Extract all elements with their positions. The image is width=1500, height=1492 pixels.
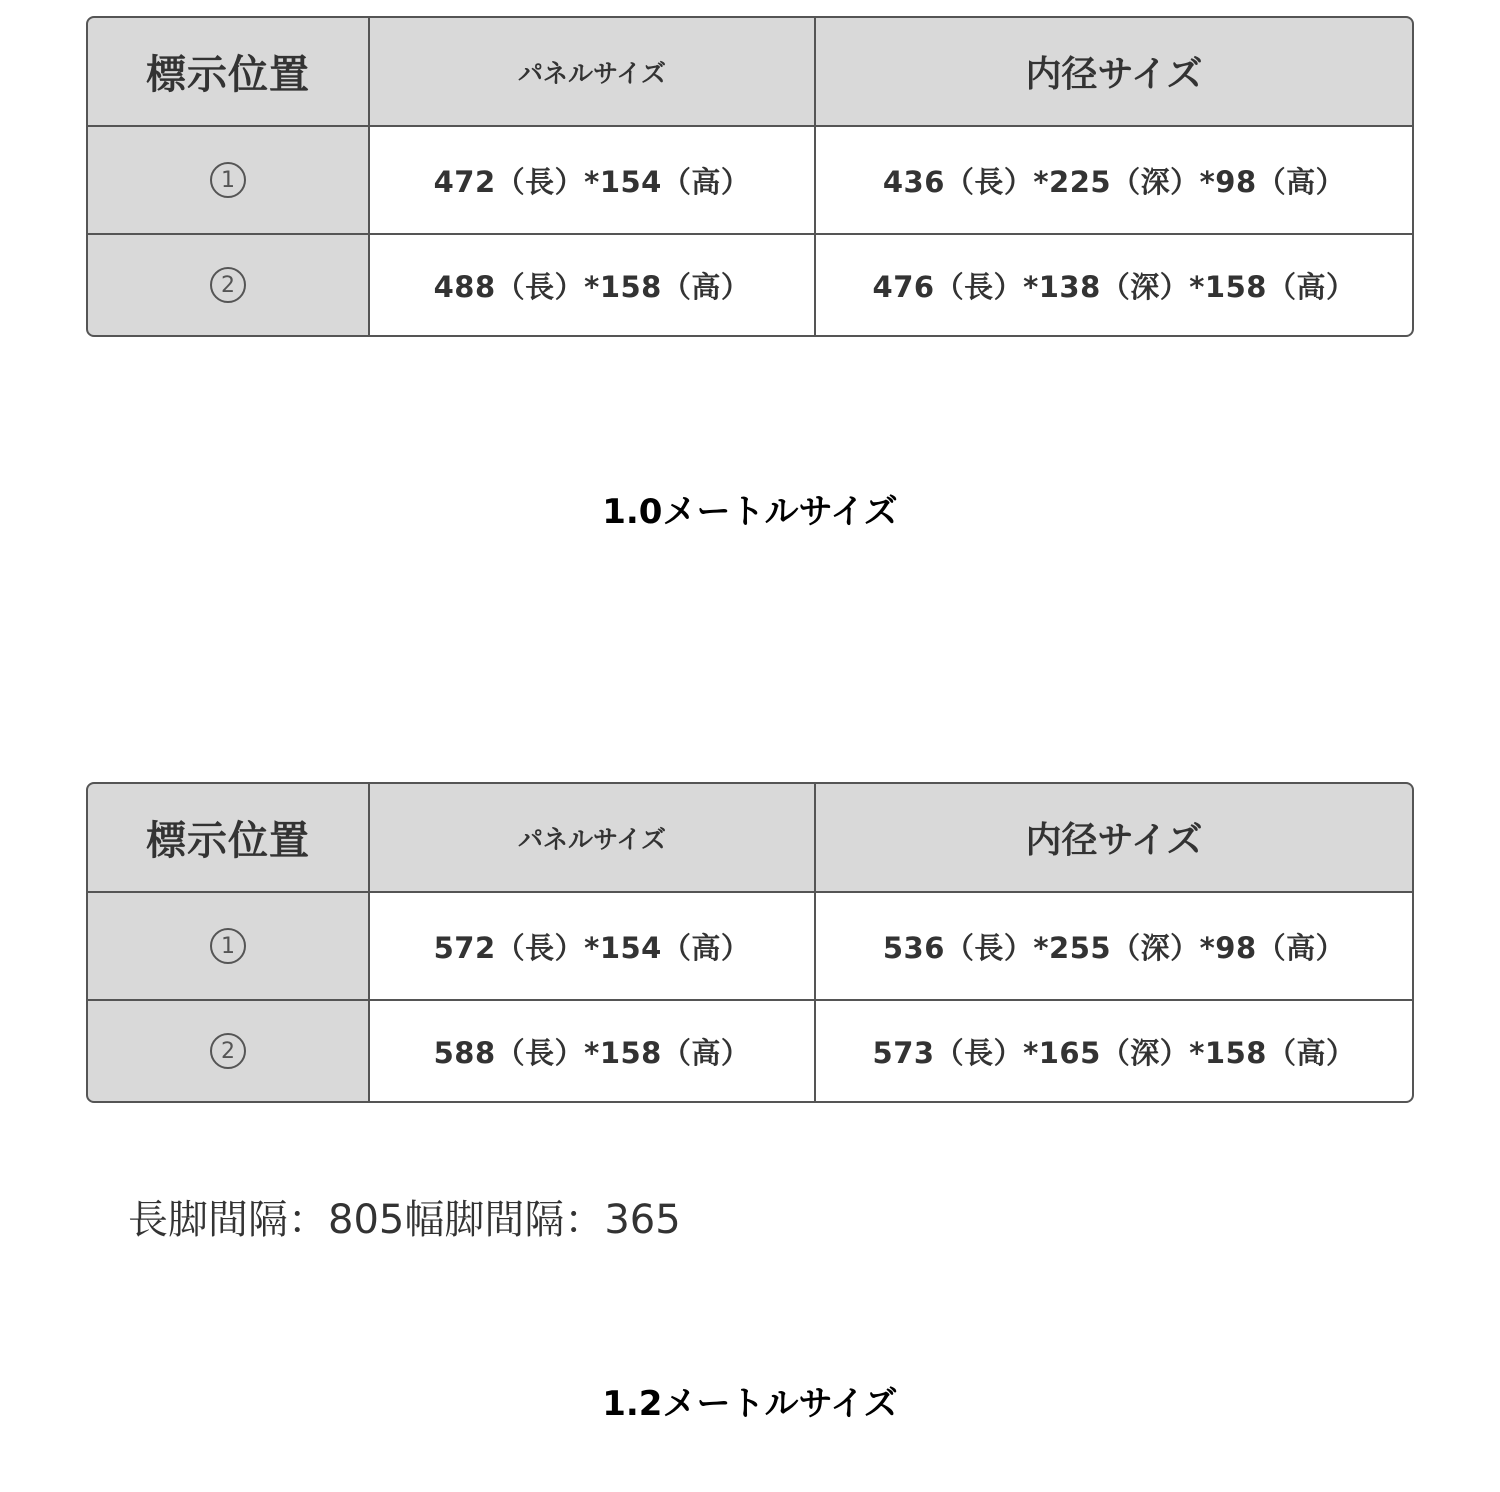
header-panel-size: パネルサイズ	[370, 18, 814, 125]
position-cell	[88, 127, 368, 233]
inner-size-cell: 536（長）*255（深）*98（高）	[816, 893, 1412, 999]
position-marker-1: 1	[210, 928, 246, 964]
size-table-1	[86, 16, 1414, 337]
panel-size-cell: 472（長）*154（高）	[370, 127, 814, 233]
position-cell	[88, 893, 368, 999]
position-cell	[88, 1001, 368, 1101]
panel-size-cell: 488（長）*158（高）	[370, 235, 814, 335]
header-inner-size: 内径サイズ	[816, 784, 1412, 891]
position-marker-2: 2	[210, 1033, 246, 1069]
header-panel-size: パネルサイズ	[370, 784, 814, 891]
panel-size-cell: 572（長）*154（高）	[370, 893, 814, 999]
position-marker-2: 2	[210, 267, 246, 303]
position-marker-1: 1	[210, 162, 246, 198]
leg-spacing-note: 長脚間隔：805幅脚間隔：365	[128, 1197, 681, 1243]
caption-1-0m: 1.0メートルサイズ	[602, 492, 898, 532]
inner-size-cell: 436（長）*225（深）*98（高）	[816, 127, 1412, 233]
position-cell	[88, 235, 368, 335]
inner-size-cell: 476（長）*138（深）*158（高）	[816, 235, 1412, 335]
header-position: 標示位置	[88, 18, 368, 125]
header-position: 標示位置	[88, 784, 368, 891]
panel-size-cell: 588（長）*158（高）	[370, 1001, 814, 1101]
header-inner-size: 内径サイズ	[816, 18, 1412, 125]
size-table-2	[86, 782, 1414, 1103]
inner-size-cell: 573（長）*165（深）*158（高）	[816, 1001, 1412, 1101]
caption-1-2m: 1.2メートルサイズ	[602, 1384, 898, 1424]
